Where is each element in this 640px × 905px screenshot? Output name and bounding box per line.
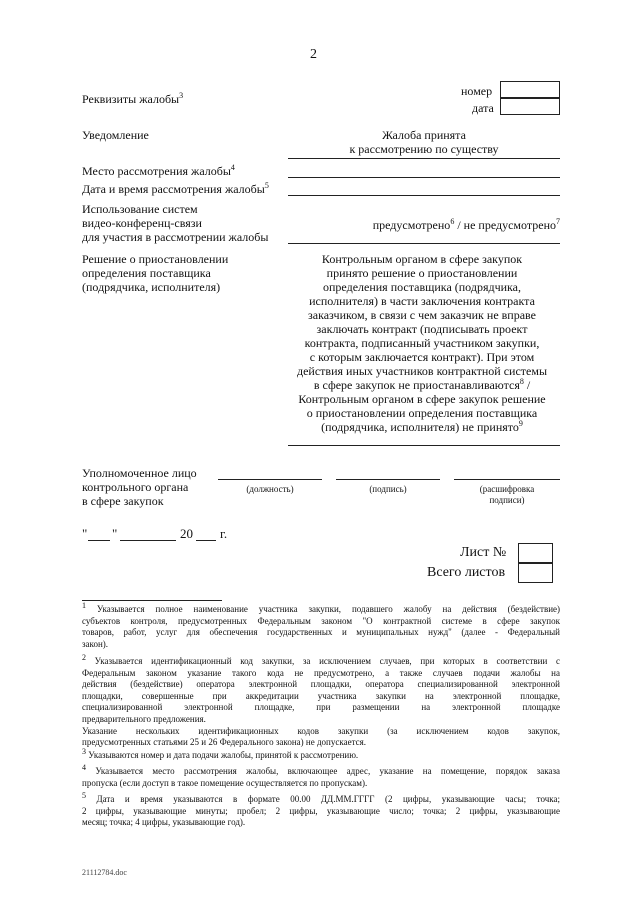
suspension-text-line: заключать контракт (подписывать проект [316,322,528,336]
video-option-provided: предусмотрено [372,218,451,232]
date-year-field[interactable] [196,540,216,541]
video-option-not-provided: не предусмотрено [463,218,556,232]
notification-underline [288,158,560,159]
date-field[interactable] [500,98,560,115]
sheet-number-label: Лист № [460,545,507,560]
suspension-text-line: контракта, подписанный участником закупки, [304,336,540,350]
footnote-line: предварительного предложения. [82,713,206,724]
suspension-text [284,252,560,434]
decode-caption-line1: (расшифровка [479,484,535,494]
date-month-field[interactable] [120,540,176,541]
suspension-underline [288,445,560,446]
footnote-ref-4: 4 [230,163,235,172]
suspension-label-line2: определения поставщика [82,266,211,280]
video-label-line2: видео-конференц-связи [82,216,202,230]
suspension-text-fragment: в сфере закупок не приостанавливаются [313,378,520,392]
footnote-line: субъектов контроля, предусмотренных Федеральным законом "О контрактной системе в сфере закупок [82,615,560,626]
requisites-label-text: Реквизиты жалобы [82,92,180,106]
sheet-number-field[interactable] [518,543,553,563]
footnote-ref-9: 9 [518,419,523,428]
footnote-1 [82,601,560,650]
suspension-text-line: о приостановлении определения поставщика [306,406,538,420]
suspension-text-fragment: (подрядчика, исполнителя) не принято [321,420,519,434]
notification-value-line2: к рассмотрению по существу [349,142,499,156]
footnote-text: Указывается идентификационный код закупки, за исключением случаев, при которых в соответствии с [86,656,560,666]
footnote-ref-7: 7 [556,217,560,226]
footnote-line: товаров, работ, услуг для обеспечения государственных и муниципальных нужд" (далее - Федеральный [82,627,560,638]
decode-caption-line2: подписи) [489,495,525,505]
footnote-4 [82,763,560,789]
footnote-number: 1 [82,601,86,610]
footnote-line [82,601,560,616]
footnote-line: Указание нескольких идентификационных кодов закупки (за исключением кодов закупок, [82,725,560,736]
position-field[interactable] [218,479,322,480]
number-label: номер [461,84,493,98]
footnote-number: 3 [82,747,86,756]
footnote-line: предусмотренных статьями 25 и 26 Федерального закона) не допускается. [82,737,367,748]
footnote-line: Федеральным законом указание такого кода не предусмотрено, а также случаев подачи жалобы на [82,667,560,678]
footnote-line: 2 цифры, указывающие минуты; пробел; 2 цифры, указывающие число; точка; 2 цифры, указывающие [82,805,560,816]
video-label-line1: Использование систем [82,202,198,216]
total-sheets-label: Всего листов [427,565,506,580]
suspension-text-line: принято решение о приостановлении [326,266,518,280]
total-sheets-field[interactable] [518,563,553,583]
suspension-text-line: действия иных участников контрактной системы [296,364,548,378]
footnote-line: закон). [82,638,109,649]
date-year-prefix: 20 [180,526,193,541]
footnote-line [82,791,560,806]
video-options [300,218,560,232]
place-field[interactable] [288,177,560,178]
footnote-3 [82,747,560,762]
decode-field[interactable] [454,479,560,480]
suspension-text-line [284,420,560,434]
footnote-line: специализированной электронной площадке, при размещении на электронной площадке [82,702,560,713]
page-number: 2 [310,47,317,62]
authorized-label [82,466,197,508]
footnote-line [82,653,560,668]
suspension-text-line: заказчиком, в связи с чем заказчик не вправе [308,308,536,322]
footnote-number: 5 [82,791,86,800]
video-underline [288,243,560,244]
authorized-label-line2: контрольного органа [82,480,189,494]
datetime-field[interactable] [288,195,560,196]
footnote-text: Указывается место рассмотрения жалобы, включающее адрес, указание на помещение, порядок заказа [86,766,560,776]
suspension-text-line: исполнителя) в части заключения контракта [309,294,535,308]
suspension-label [82,252,228,294]
footnote-text: Указываются номер и дата подачи жалобы, принятой к рассмотрению. [86,750,359,760]
suspension-text-line: Контрольным органом в сфере закупок [321,252,523,266]
footnote-line: площадки, совершенные при аккредитации участника закупки на электронной площадке, [82,690,560,701]
authorized-label-line3: в сфере закупок [82,494,164,508]
date-open-quote: " [82,526,88,541]
footnote-ref-5: 5 [264,181,269,190]
notification-value [288,128,560,156]
suspension-label-line1: Решение о приостановлении [82,252,229,266]
number-field[interactable] [500,81,560,98]
footnote-line [82,747,560,762]
suspension-text-line: Контрольным органом в сфере закупок решение [298,392,546,406]
footnote-number: 4 [82,763,86,772]
footnote-2 [82,653,560,749]
footnote-5 [82,791,560,829]
video-label [82,202,268,244]
footnote-text: Дата и время указываются в формате 00.00 ДД.ММ.ГГГГ (2 цифры, указывающие часы; точка; [86,794,560,804]
notification-label: Уведомление [82,128,149,142]
suspension-label-line3: (подрядчика, исполнителя) [82,280,221,294]
footnote-line: месяц; точка; 4 цифры, указывающие год). [82,817,246,828]
datetime-label [82,182,269,196]
place-label [82,164,235,178]
date-day-field[interactable] [88,540,110,541]
place-label-text: Место рассмотрения жалобы [82,164,231,178]
authorized-label-line1: Уполномоченное лицо [82,466,197,480]
suspension-text-line: с которым заключается контракт). При этом [309,350,535,364]
requisites-label [82,92,183,106]
video-label-line3: для участия в рассмотрении жалобы [82,230,269,244]
signature-caption: (подпись) [369,484,407,494]
signature-field[interactable] [336,479,440,480]
footnote-ref-6: 6 [450,217,455,226]
date-close-quote: " [112,526,118,541]
footnote-line: действия (бездействие) оператора электронной площадки, оператора специализированной электронной [82,679,560,690]
suspension-text-fragment: / [523,378,531,392]
decode-caption [454,484,560,506]
position-caption: (должность) [246,484,294,494]
footnote-separator [82,600,222,601]
suspension-text-line: определения поставщика (подрядчика, [323,280,521,294]
footnote-line [82,763,560,778]
suspension-text-line [284,378,560,392]
footnote-line: пропуска (если доступ в такое помещение осуществляется по пропускам). [82,777,368,788]
footnote-ref-3: 3 [179,91,184,100]
datetime-label-text: Дата и время рассмотрения жалобы [82,182,265,196]
notification-value-line1: Жалоба принята [382,128,466,142]
footnote-text: Указывается полное наименование участника закупки, подавшего жалобу на действия (бездействие) [86,604,560,614]
document-code: 21112784.doc [82,868,127,877]
footnote-number: 2 [82,653,86,662]
date-label: дата [472,101,494,115]
footnote-ref-8: 8 [519,377,524,386]
date-year-suffix: г. [220,526,228,541]
video-separator: / [454,218,464,232]
